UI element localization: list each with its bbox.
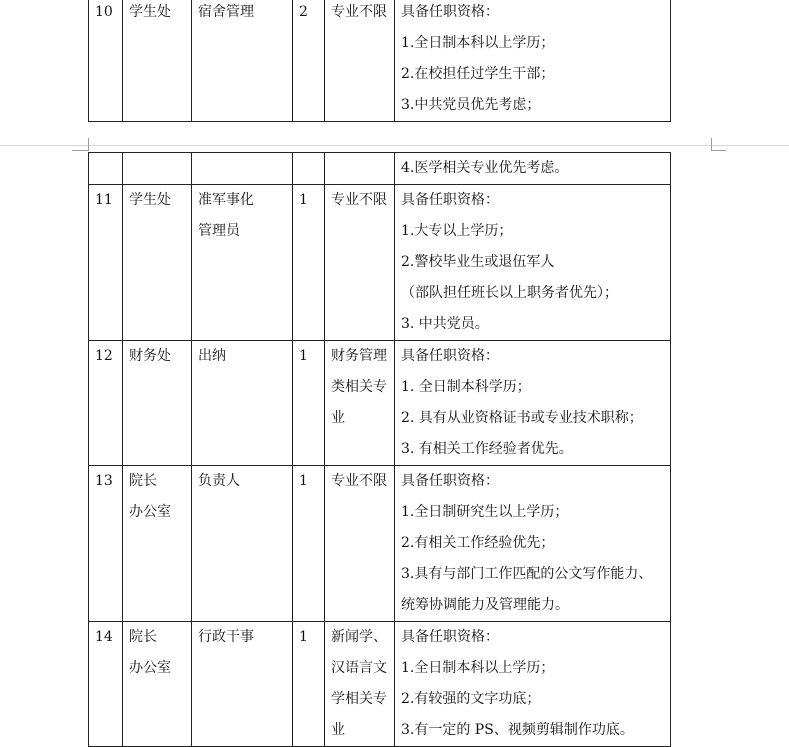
department: [123, 153, 192, 185]
qualifications-line: 4.医学相关专业优先考虑。: [401, 160, 569, 176]
major-requirement: [325, 466, 395, 622]
qualifications-line: 具备任职资格：: [401, 629, 499, 645]
position-title-line: 管理员: [198, 223, 240, 239]
position-title-line: 出纳: [198, 348, 226, 364]
row-number: [89, 153, 123, 185]
page-corner-mark-right: [711, 138, 726, 151]
headcount-text: 1: [299, 348, 308, 364]
major-requirement: [325, 0, 395, 122]
qualifications-line: 3. 中共党员。: [401, 316, 489, 332]
headcount-text: [299, 153, 324, 184]
qualifications-line: 2.在校担任过学生干部；: [401, 66, 555, 82]
qualifications-line: 3.中共党员优先考虑；: [401, 97, 541, 113]
qualifications-line: 2.有相关工作经验优先；: [401, 535, 555, 551]
major-requirement: [325, 622, 395, 747]
department: [123, 622, 192, 747]
row-number: [89, 622, 123, 747]
department-line: 办公室: [129, 660, 171, 676]
qualifications-line: 3. 有相关工作经验者优先。: [401, 441, 573, 457]
position-title-line: 宿舍管理: [198, 4, 254, 20]
position-title-line: [198, 153, 292, 184]
headcount: [293, 622, 325, 747]
department: [123, 185, 192, 341]
department-line: [129, 153, 191, 184]
qualifications-line: 具备任职资格：: [401, 473, 499, 489]
row-number-text: [95, 153, 122, 184]
position-title-line: 行政干事: [198, 629, 254, 645]
qualifications: [395, 185, 671, 341]
qualifications: [395, 622, 671, 747]
qualifications-line: 具备任职资格：: [401, 192, 499, 208]
major-requirement-line: 专业不限: [331, 473, 387, 489]
qualifications-line: 1.全日制本科以上学历；: [401, 660, 555, 676]
headcount: [293, 341, 325, 466]
table-row: [89, 0, 671, 122]
row-number-text: 10: [95, 4, 113, 20]
row-number: [89, 185, 123, 341]
major-requirement: [325, 185, 395, 341]
position-title-line: 负责人: [198, 473, 240, 489]
row-number: [89, 0, 123, 122]
qualifications: [395, 0, 671, 122]
department-line: 学生处: [129, 192, 171, 208]
major-requirement-line: 新闻学、: [331, 629, 387, 645]
row-number-text: 12: [95, 348, 113, 364]
position-title: [192, 622, 293, 747]
qualifications: [395, 466, 671, 622]
position-title: [192, 153, 293, 185]
position-title: [192, 466, 293, 622]
position-title: [192, 341, 293, 466]
major-requirement-line: 汉语言文: [331, 660, 387, 676]
qualifications-line: （部队担任班长以上职务者优先）；: [401, 285, 618, 301]
major-requirement-line: 学相关专: [331, 691, 387, 707]
table-row: [89, 341, 671, 466]
row-number: [89, 341, 123, 466]
qualifications-line: 具备任职资格：: [401, 4, 499, 20]
headcount: [293, 466, 325, 622]
headcount-text: 1: [299, 473, 308, 489]
table-row: [89, 153, 671, 185]
qualifications-line: 具备任职资格：: [401, 348, 499, 364]
row-number: [89, 466, 123, 622]
row-number-text: 11: [95, 192, 113, 208]
headcount-text: 1: [299, 629, 308, 645]
department-line: 院长: [129, 629, 157, 645]
qualifications-line: 1. 全日制本科学历；: [401, 379, 531, 395]
qualifications-line: 1.全日制研究生以上学历；: [401, 504, 569, 520]
qualifications-line: 2. 具有从业资格证书或专业技术职称；: [401, 410, 643, 426]
department-line: 财务处: [129, 348, 171, 364]
job-table-page1: [88, 0, 671, 122]
job-table-page2: [88, 152, 671, 747]
department: [123, 0, 192, 122]
major-requirement-line: 类相关专: [331, 379, 387, 395]
page-break-gap: [0, 124, 789, 152]
row-number-text: 13: [95, 473, 113, 489]
qualifications-line: 3.有一定的 PS、视频剪辑制作功底。: [401, 722, 634, 738]
major-requirement-line: 业: [331, 410, 345, 426]
major-requirement-line: 专业不限: [331, 4, 387, 20]
table-row: [89, 622, 671, 747]
headcount: [293, 153, 325, 185]
row-number-text: 14: [95, 629, 113, 645]
major-requirement-line: 专业不限: [331, 192, 387, 208]
department-line: 办公室: [129, 504, 171, 520]
qualifications-line: 统筹协调能力及管理能力。: [401, 597, 569, 613]
major-requirement-line: 财务管理: [331, 348, 387, 364]
headcount-text: 2: [299, 4, 308, 20]
qualifications-line: 1.全日制本科以上学历；: [401, 35, 555, 51]
department-line: 院长: [129, 473, 157, 489]
headcount-text: 1: [299, 192, 308, 208]
qualifications: [395, 341, 671, 466]
position-title: [192, 0, 293, 122]
qualifications: [395, 153, 671, 185]
qualifications-line: 2.有较强的文字功底；: [401, 691, 541, 707]
position-title-line: 准军事化: [198, 192, 254, 208]
major-requirement-line: 业: [331, 722, 345, 738]
page-corner-mark-left: [72, 138, 89, 151]
department-line: 学生处: [129, 4, 171, 20]
page-break-line: [0, 145, 789, 146]
department: [123, 466, 192, 622]
headcount: [293, 185, 325, 341]
qualifications-line: 3.具有与部门工作匹配的公文写作能力、: [401, 566, 653, 582]
major-requirement: [325, 341, 395, 466]
major-requirement-line: [331, 153, 394, 184]
qualifications-line: 1.大专以上学历；: [401, 223, 513, 239]
headcount: [293, 0, 325, 122]
table-row: [89, 185, 671, 341]
major-requirement: [325, 153, 395, 185]
position-title: [192, 185, 293, 341]
qualifications-line: 2.警校毕业生或退伍军人: [401, 254, 555, 270]
department: [123, 341, 192, 466]
table-row: [89, 466, 671, 622]
